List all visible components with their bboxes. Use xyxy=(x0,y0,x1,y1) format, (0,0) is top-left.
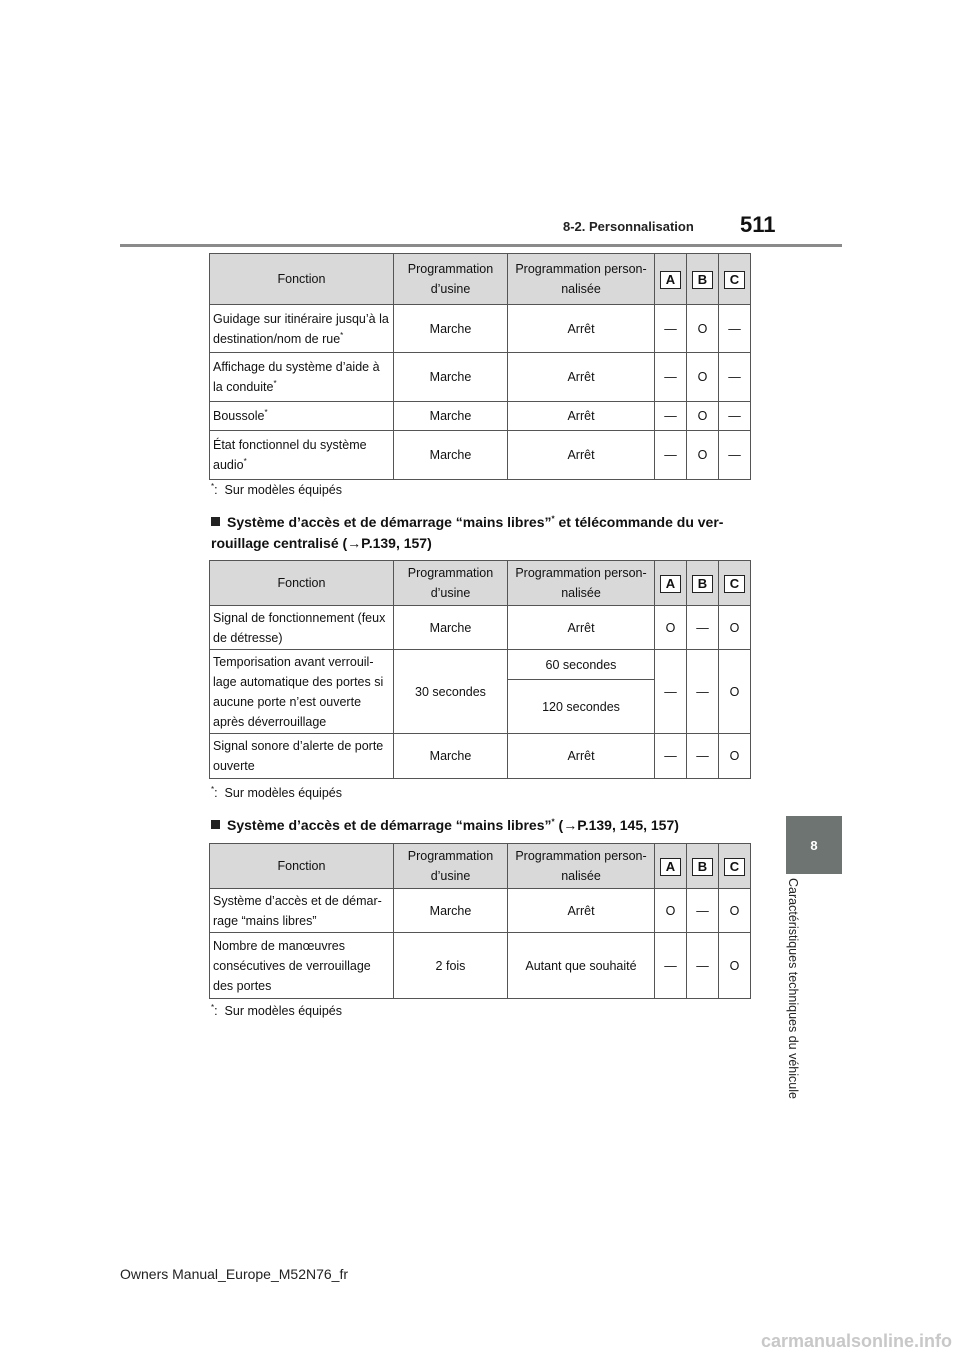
watermark: carmanualsonline.info xyxy=(760,1331,952,1351)
table-row: État fonctionnel du système audio* Marche Arrêt — O — xyxy=(210,431,751,480)
col-header-a: A xyxy=(660,271,681,289)
table-row: Temporisation avant verrouil-lage automatique des portes si aucune porte n’est ouverte après déverrouillage 30 secondes 60 secondes — — O xyxy=(210,650,751,680)
col-header-usine: Programmation d’usine xyxy=(394,254,508,305)
footnote: *: Sur modèles équipés xyxy=(211,481,342,497)
footnote: *: Sur modèles équipés xyxy=(211,1002,342,1018)
table-row: Nombre de manœuvres consécutives de verrouillage des portes 2 fois Autant que souhaité — — O xyxy=(210,933,751,999)
table-row: Signal de fonctionnement (feux de détresse) Marche Arrêt O — O xyxy=(210,606,751,650)
table-display-settings xyxy=(209,253,751,480)
section-heading: Système d’accès et de démarrage “mains libres”* et télécommande du ver-rouillage centralisé (→P.139, 157) xyxy=(211,514,724,551)
page-ref-link[interactable]: P.139, 145, 157) xyxy=(577,817,679,833)
section-title: 8-2. Personnalisation xyxy=(563,219,694,234)
table-row: Signal sonore d’alerte de porte ouverte Marche Arrêt — — O xyxy=(210,734,751,779)
col-header-perso: Programmation person-nalisée xyxy=(508,254,655,305)
page-header xyxy=(120,214,842,246)
table-row: Affichage du système d’aide à la conduite* Marche Arrêt — O — xyxy=(210,353,751,402)
table-row: Guidage sur itinéraire jusqu’à la destination/nom de rue* Marche Arrêt — O — xyxy=(210,305,751,353)
page-ref-link[interactable]: P.139, 157) xyxy=(361,535,432,551)
col-header-c: C xyxy=(724,271,745,289)
chapter-label: Caractéristiques techniques du véhicule xyxy=(786,878,800,1099)
col-header-b: B xyxy=(692,271,713,289)
bullet-square-icon xyxy=(211,517,220,526)
table-smart-entry: Fonction Programmation d’usine Programmation person-nalisée A B C Système d’accès et de démar-rage “mains libres” Marche Arrêt O — O Nombre de manœuvres consécutives de verrouillage des portes 2 fois Autant que souhaité — — O xyxy=(209,843,751,999)
table-smart-entry-lock: Fonction Programmation d’usine Programmation person-nalisée A B C Signal de fonctionnement (feux de détresse) Marche Arrêt O — O Temporisation avant verrouil-lage automatique des portes si aucune porte n’est ouverte après déverrouillage 30 secondes 60 secondes — — O 120 secondes Signal sonore d’alerte de porte ouverte Marche Arrêt — — O xyxy=(209,560,751,779)
document-footer: Owners Manual_Europe_M52N76_fr xyxy=(120,1266,349,1282)
footnote: *: Sur modèles équipés xyxy=(211,784,342,800)
table-row: 120 secondes xyxy=(210,680,751,734)
section-heading: Système d’accès et de démarrage “mains libres”* (→P.139, 145, 157) xyxy=(211,815,751,836)
chapter-tab[interactable]: 8 xyxy=(786,816,842,874)
page-number: 511 xyxy=(740,212,776,237)
table-row: Boussole* Marche Arrêt — O — xyxy=(210,402,751,431)
col-header-fonction: Fonction xyxy=(210,254,394,305)
header-rule xyxy=(120,244,842,247)
table-row: Système d’accès et de démar-rage “mains libres” Marche Arrêt O — O xyxy=(210,889,751,933)
bullet-square-icon xyxy=(211,820,220,829)
